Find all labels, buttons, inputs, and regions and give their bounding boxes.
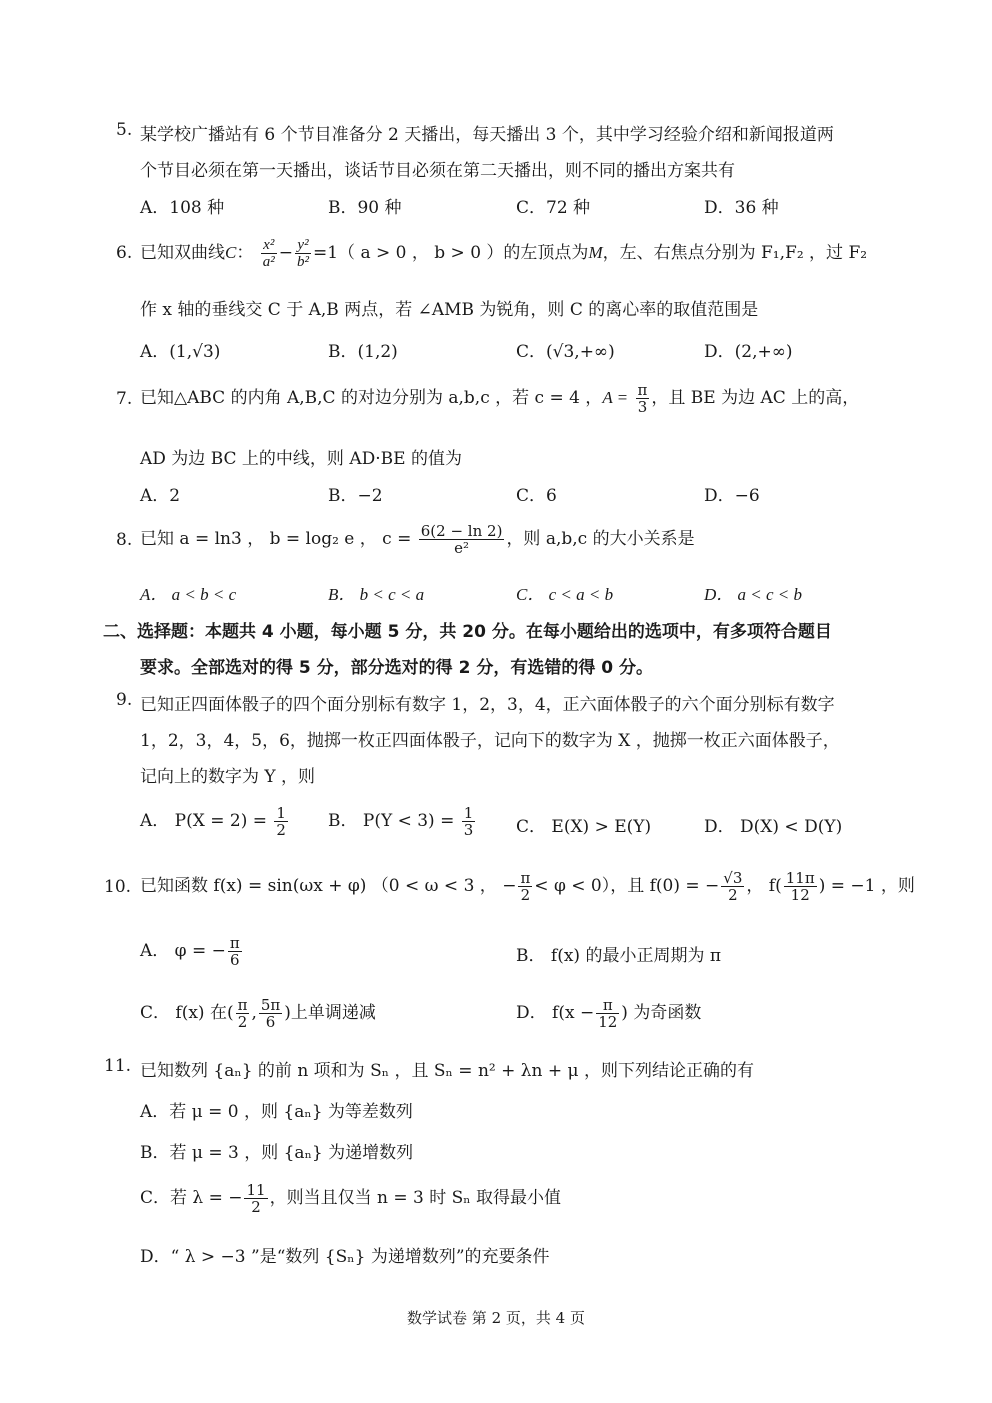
question-number: 7. <box>116 389 133 409</box>
option-c: C． c < a < b <box>516 585 614 604</box>
question-text: 已知 a = ln3 ， b = log₂ e ， c = $\frac{6(2 - \ln 2)}{\text{e²}}$ ，则 a,b,c 的大小关系是 <box>140 522 695 557</box>
question-number: 8. <box>116 530 133 550</box>
question-number: 11. <box>104 1056 132 1076</box>
option-d: D． f(x − $\frac{\pi}{12}$ ) 为奇函数 <box>516 996 702 1031</box>
option-c: C． E(X) > E(Y) <box>516 817 652 837</box>
option-b: B．若 μ = 3 ，则 {aₙ} 为递增数列 <box>140 1143 414 1163</box>
option-c: C．若 λ = − $\frac{11}{2}$ ，则当且仅当 n = 3 时 Sₙ 取得最小值 <box>140 1181 562 1216</box>
option-c: C．(√3,+∞) <box>516 342 615 362</box>
option-a: A．2 <box>140 486 181 506</box>
section-instructions: 要求。全部选对的得 5 分，部分选对的得 2 分，有选错的得 0 分。 <box>140 658 653 678</box>
option-a: A．108 种 <box>140 198 225 218</box>
option-a: A．(1,√3) <box>140 342 221 362</box>
fraction: $\frac{\pi}{3}$ <box>637 381 648 416</box>
option-c: C．72 种 <box>516 198 591 218</box>
question-text: 某学校广播站有 6 个节目准备分 2 天播出，每天播出 3 个，其中学习经验介绍和新闻报道两 <box>140 125 834 145</box>
question-text: 记向上的数字为 Y ，则 <box>140 767 316 787</box>
option-a: A． P(X = 2) = $\frac{1}{2}$ <box>140 804 286 839</box>
option-a: A． φ = − $\frac{\pi}{6}$ <box>140 934 240 969</box>
question-text: AD 为边 BC 上的中线，则 AD·BE 的值为 <box>140 449 462 469</box>
question-number: 5. <box>116 120 133 140</box>
question-number: 6. <box>116 243 133 263</box>
section-title: 二、选择题：本题共 4 小题，每小题 5 分，共 20 分。在每小题给出的选项中，有多项符合题目 <box>103 622 832 642</box>
option-b: B． P(Y < 3) = $\frac{1}{3}$ <box>328 804 474 839</box>
option-d: D．(2,+∞) <box>704 342 793 362</box>
question-text: 1，2，3，4，5，6，抛掷一枚正四面体骰子，记向下的数字为 X ，抛掷一枚正六面体骰子， <box>140 731 840 751</box>
option-d: D．−6 <box>704 486 760 506</box>
question-text: 个节目必须在第一天播出，谈话节目必须在第二天播出，则不同的播出方案共有 <box>140 161 735 181</box>
page-footer: 数学试卷 第 2 页，共 4 页 <box>407 1309 585 1327</box>
option-a: A． a < b < c <box>140 585 237 604</box>
question-text: 已知双曲线C： $\frac{\text{x²}}{\text{a²}}$ − $\frac{\text{y²}}{\text{b²}}$ =1（ a > 0 ， b > 0 ）的左顶点为M，左、右焦点分别为 F₁,F₂ ，过 F₂ <box>140 237 868 270</box>
option-c: C．6 <box>516 486 557 506</box>
option-d: D．“ λ > −3 ”是“数列 {Sₙ} 为递增数列”的充要条件 <box>140 1247 550 1267</box>
option-d: D． a < c < b <box>704 585 803 604</box>
question-text: 已知数列 {aₙ} 的前 n 项和为 Sₙ ，且 Sₙ = n² + λn + μ ，则下列结论正确的有 <box>140 1061 754 1081</box>
option-b: B． f(x) 的最小正周期为 π <box>516 946 722 966</box>
question-text: 作 x 轴的垂线交 C 于 A,B 两点，若 ∠AMB 为锐角，则 C 的离心率的取值范围是 <box>140 300 759 320</box>
option-b: B．−2 <box>328 486 383 506</box>
fraction: $\frac{\text{x²}}{\text{a²}}$ <box>262 237 275 270</box>
fraction: $\frac{\text{y²}}{\text{b²}}$ <box>297 237 309 270</box>
question-number: 10. <box>104 877 132 897</box>
question-text: 已知函数 f(x) = sin(ωx + φ) （0 < ω < 3 ， − $\frac{\pi}{2}$ < φ < 0），且 f(0) = − $\frac{√3}{2}$ ， f( $\frac{11\pi}{12}$ ) = −1 ，则 <box>140 869 915 904</box>
option-b: B．(1,2) <box>328 342 398 362</box>
option-b: B．90 种 <box>328 198 402 218</box>
option-a: A．若 μ = 0 ，则 {aₙ} 为等差数列 <box>140 1102 413 1122</box>
option-d: D．36 种 <box>704 198 779 218</box>
fraction: $\frac{6(2 - \ln 2)}{\text{e²}}$ <box>420 522 503 557</box>
option-b: B． b < c < a <box>328 585 425 604</box>
question-text: 已知正四面体骰子的四个面分别标有数字 1，2，3，4，正六面体骰子的六个面分别标有数字 <box>140 695 835 715</box>
question-text: 已知△ABC 的内角 A,B,C 的对边分别为 a,b,c ，若 c = 4 ，A = $\frac{\pi}{3}$ ，且 BE 为边 AC 上的高， <box>140 381 860 416</box>
option-d: D． D(X) < D(Y) <box>704 817 843 837</box>
question-number: 9. <box>116 690 133 710</box>
option-c: C． f(x) 在( $\frac{\pi}{2}$ , $\frac{5\pi}{6}$ )上单调递减 <box>140 996 376 1031</box>
